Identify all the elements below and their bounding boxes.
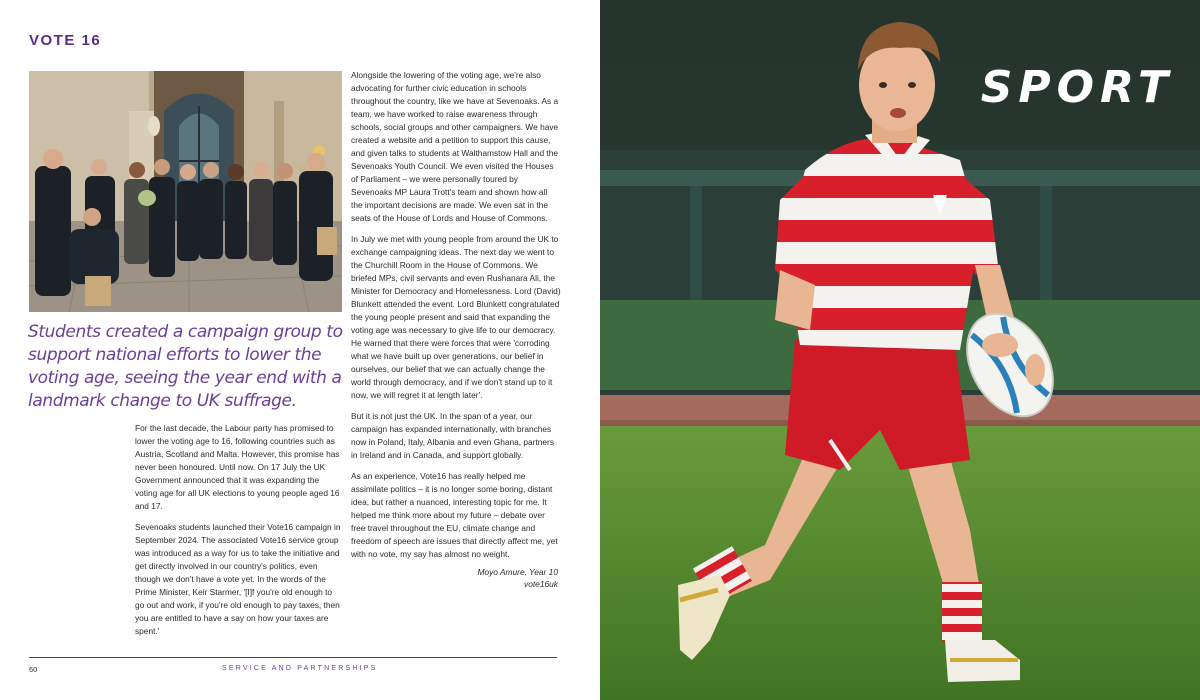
body-paragraph: But it is not just the UK. In the span of a year, our campaign has expanded internationally, with branches now in Poland, Italy, Albania and even Ghana, partners in Ireland and in Canada, and support globally.: [351, 411, 555, 460]
group-photo-illustration: [29, 71, 342, 312]
pullquote: Students created a campaign group to support national efforts to lower the voting age, seeing the year end with a landmark change to UK suffrage.: [28, 322, 343, 411]
section-title: VOTE 16: [29, 32, 102, 49]
sport-heading: SPORT: [980, 62, 1174, 113]
right-page: [600, 0, 1200, 700]
body-paragraph: For the last decade, the Labour party has promised to lower the voting age to 16, following countries such as Austria, Scotland and Malta. However, this promise has never been honoured. Until now. On 17 July the UK Government announced that it was expanding the voting age for all UK elections to young people aged 16 and 17.: [135, 423, 340, 511]
article-column-right: [351, 69, 561, 590]
body-paragraph: Sevenoaks students launched their Vote16 campaign in September 2024. The associated Vote16 service group was introduced as a way for us to take the initiative and get directly involved in our country's politics, even though we don't have a vote yet. In the words of the Prime Minister, Keir Starmer, '[I]f you're old enough to go out and work, if you're old enough to pay taxes, then you are entitled to have a say on how your taxes are spent.': [135, 522, 341, 636]
body-paragraph: As an experience, Vote16 has really helped me assimilate politics – it is no longer some boring, distant idea, but rather a nuanced, interesting topic for me. It helped me think more about my future – debate over free travel throughout the EU, climate change and freedom of speech are issues that directly affect me, yet with no vote, my say has almost no weight.: [351, 471, 558, 559]
article-column-left: [135, 422, 341, 646]
author-signature: [351, 566, 561, 590]
author-name: Moyo Amure, Year 10: [477, 567, 558, 577]
body-paragraph: In July we met with young people from around the UK to exchange campaigning ideas. The next day we went to the Churchill Room in the House of Commons. We briefed MPs, civil servants and even Rushanara Ali, the Minister for Democracy and Homelessness. Lord (David) Blunkett attended the event. Lord Blunkett congratulated the young people present and said that expanding the voting age was necessary to give life to our democracy. He warned that there were forces that were 'corroding what we have built up over generations, our belief in ourselves, our belief that we can actually change the world through democracy, and if we don't stand up to it now, we will regret it at length later'.: [351, 234, 561, 400]
author-handle: vote16uk: [524, 579, 558, 589]
footer-section-label: SERVICE AND PARTNERSHIPS: [222, 665, 378, 672]
page-number: 60: [29, 665, 38, 674]
body-paragraph: Alongside the lowering of the voting age, we're also advocating for further civic education in schools throughout the country, like we have at Sevenoaks. As a team, we have worked to raise awareness through schools, social groups and other campaigners. We have created a website and a petition to support this cause, and given talks to students at Walthamstow Hall and the Sevenoaks Youth Council. We even visited the Houses of Parliament – we were personally toured by Sevenoaks MP Laura Trott's team and shown how all the important decisions are made. We even sat in the seats of the House of Lords and House of Commons.: [351, 70, 559, 223]
footer-divider: [29, 657, 557, 658]
group-photo: [29, 71, 342, 312]
